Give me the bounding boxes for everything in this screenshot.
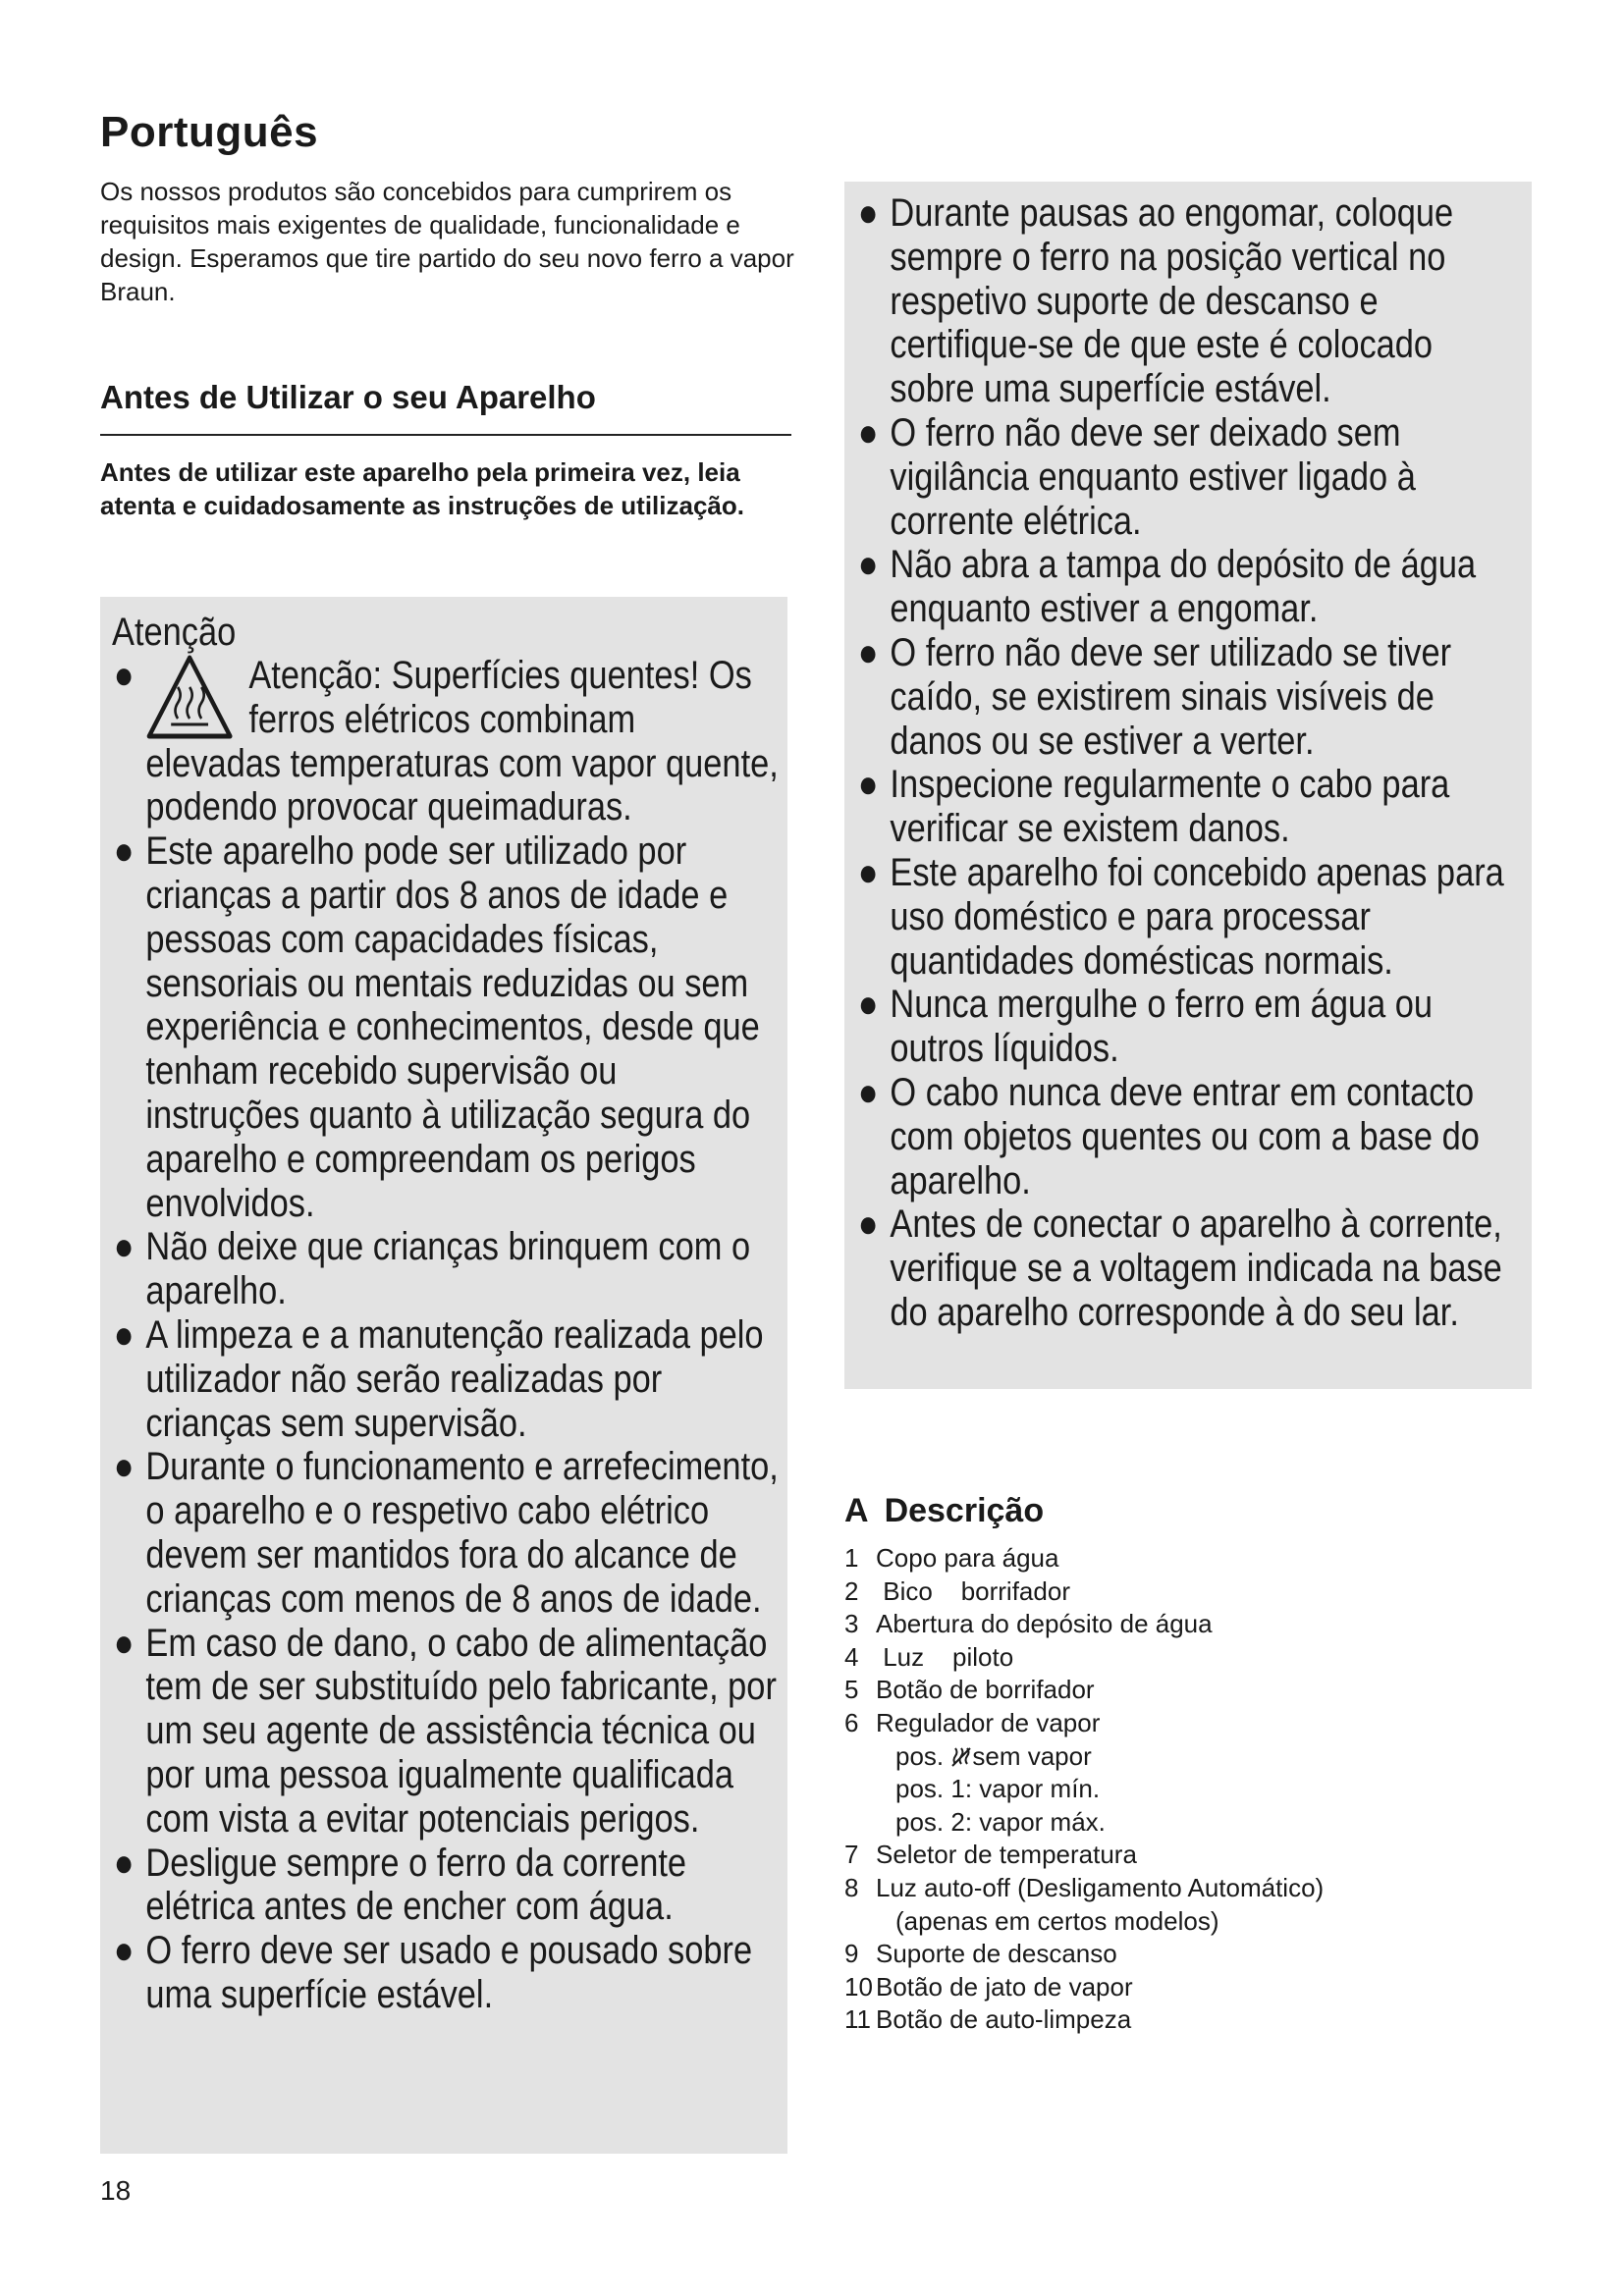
item-label: Botão de borrifador — [876, 1675, 1095, 1705]
warning-text: Nunca mergulhe o ferro em água ou outros líquidos. — [890, 983, 1434, 1071]
bullet-icon: ● — [113, 1929, 135, 1973]
list-item — [844, 1971, 1591, 2004]
warning-text: A limpeza e a manutenção realizada pelo utilizador não serão realizadas por crianças sem supervisão. — [145, 1312, 764, 1445]
bullet-icon: ● — [857, 850, 879, 894]
warning-item — [856, 631, 1523, 763]
item-number: 3 — [844, 1609, 859, 1639]
item-number: 4 — [844, 1641, 859, 1672]
bullet-icon: ● — [857, 983, 879, 1027]
steam-off-icon — [950, 1746, 972, 1768]
list-item — [844, 1773, 1591, 1806]
item-number: 1 — [844, 1543, 859, 1573]
warning-text: Desligue sempre o ferro da corrente elétrica antes de encher com água. — [145, 1841, 687, 1929]
warning-text: Este aparelho pode ser utilizado por crianças a partir dos 8 anos de idade e pessoas com capacidades físicas, sensoriais ou mentais reduzidas ou sem experiência e conhecimentos, desde que tenham recebido supervisão ou instruções quanto à utilização segura do aparelho e compreendam os perigos envolvidos. — [145, 829, 760, 1225]
list-item — [844, 1575, 1591, 1609]
warning-item — [112, 829, 779, 1225]
warning-item — [856, 763, 1523, 851]
intro-paragraph: Os nossos produtos são concebidos para cumprirem os requisitos mais exigentes de qualidade, funcionalidade e design. Esperamos que tire partido do seu novo ferro a vapor Braun. — [100, 177, 794, 306]
warning-text: Durante pausas ao engomar, coloque sempre o ferro na posição vertical no respetivo suporte de descanso e certifique-se de que este é colocado sobre uma superfície estável. — [890, 191, 1454, 411]
item-label: Regulador de vapor — [876, 1707, 1101, 1737]
bullet-icon: ● — [857, 543, 879, 587]
warning-item — [112, 1842, 779, 1930]
bullet-icon: ● — [857, 763, 879, 807]
before-use-heading: Antes de Utilizar o seu Aparelho — [100, 379, 596, 415]
list-item — [844, 1542, 1591, 1575]
item-number: 2 — [844, 1575, 859, 1606]
warning-item — [112, 1929, 779, 2017]
hot-surface-warning-icon — [145, 654, 233, 740]
item-number: 5 — [844, 1675, 859, 1705]
item-extra: sem vapor — [972, 1740, 1092, 1771]
section-divider — [100, 434, 791, 436]
bullet-icon: ● — [113, 829, 135, 874]
item-label: Luz piloto — [876, 1641, 1014, 1672]
bullet-icon: ● — [113, 654, 135, 697]
bullet-icon: ● — [113, 1225, 135, 1269]
warning-title: Atenção — [112, 611, 237, 654]
item-label: Abertura do depósito de água — [876, 1609, 1213, 1639]
warning-text: Durante o funcionamento e arrefecimento, o aparelho e o respetivo cabo elétrico devem ser mantidos fora do alcance de crianças com menos de 8 anos de idade. — [145, 1445, 779, 1621]
list-item — [844, 1839, 1591, 1872]
bullet-icon: ● — [113, 1841, 135, 1885]
warning-item — [112, 1225, 779, 1313]
page-number: 18 — [100, 2175, 132, 2206]
bullet-icon: ● — [857, 630, 879, 674]
page-title: Português — [100, 108, 319, 156]
warning-text: O ferro não deve ser deixado sem vigilância enquanto estiver ligado à corrente elétrica. — [890, 410, 1416, 543]
warning-list-right — [856, 191, 1523, 1335]
item-label: Botão de jato de vapor — [876, 1971, 1133, 2002]
list-item — [844, 2003, 1591, 2037]
item-label: pos. 1: vapor mín. — [895, 1774, 1101, 1804]
list-item — [844, 1905, 1591, 1939]
item-label: pos. — [895, 1740, 951, 1771]
item-number: 9 — [844, 1939, 859, 1969]
warning-item — [856, 1071, 1523, 1202]
warning-text: Não abra a tampa do depósito de água enquanto estiver a engomar. — [890, 543, 1477, 631]
description-heading — [844, 1492, 1044, 1530]
warning-text: Em caso de dano, o cabo de alimentação tem de ser substituído pelo fabricante, por um seu agente de assistência técnica ou por uma pessoa igualmente qualificada com vista a evitar potenciais perigos. — [145, 1621, 777, 1841]
item-label: pos. 2: vapor máx. — [895, 1806, 1106, 1837]
warning-text: O ferro deve ser usado e pousado sobre uma superfície estável. — [145, 1929, 753, 2016]
list-item — [844, 1674, 1591, 1707]
warning-text: O ferro não deve ser utilizado se tiver caído, se existirem sinais visíveis de danos ou se estiver a verter. — [890, 630, 1452, 763]
warning-item — [856, 983, 1523, 1071]
bullet-icon: ● — [113, 1312, 135, 1357]
warning-box-left — [100, 597, 787, 2154]
warning-text: Este aparelho foi concebido apenas para uso doméstico e para processar quantidades domésticas normais. — [890, 850, 1504, 983]
warning-item — [112, 654, 779, 829]
warning-item — [856, 1202, 1523, 1334]
item-number: 11 — [844, 2004, 871, 2035]
item-number: 10 — [844, 1971, 873, 2002]
warning-text: Inspecione regularmente o cabo para verificar se existem danos. — [890, 763, 1450, 851]
warning-text: O cabo nunca deve entrar em contacto com objetos quentes ou com a base do aparelho. — [890, 1070, 1480, 1202]
warning-text: Atenção: Superfícies quentes! Os ferros elétricos combinam elevadas temperaturas com vapor quente, podendo provocar queimaduras. — [145, 654, 779, 829]
bullet-icon: ● — [857, 191, 879, 235]
warning-list-left — [112, 654, 779, 2017]
bullet-icon: ● — [857, 1070, 879, 1114]
bullet-icon: ● — [857, 410, 879, 454]
description-title: Descrição — [884, 1492, 1045, 1529]
description-list — [844, 1542, 1591, 2037]
list-item — [844, 1938, 1591, 1971]
warning-box-right — [844, 182, 1532, 1389]
warning-item — [856, 543, 1523, 631]
warning-item — [856, 191, 1523, 411]
list-item — [844, 1641, 1591, 1675]
warning-item — [856, 411, 1523, 543]
bullet-icon: ● — [857, 1202, 879, 1247]
list-item — [844, 1872, 1591, 1905]
item-number: 8 — [844, 1872, 859, 1902]
warning-item — [112, 1445, 779, 1621]
list-item — [844, 1740, 1591, 1774]
item-label: Bico borrifador — [876, 1575, 1070, 1606]
list-item — [844, 1707, 1591, 1740]
item-label: Seletor de temperatura — [876, 1840, 1137, 1870]
item-number: 7 — [844, 1840, 859, 1870]
bullet-icon: ● — [113, 1621, 135, 1665]
item-number: 6 — [844, 1707, 859, 1737]
warning-text: Não deixe que crianças brinquem com o aparelho. — [145, 1225, 751, 1313]
list-item — [844, 1806, 1591, 1840]
item-label: Copo para água — [876, 1543, 1059, 1573]
warning-text: Antes de conectar o aparelho à corrente, verifique se a voltagem indicada na base do aparelho corresponde à do seu lar. — [890, 1202, 1502, 1334]
item-label: Suporte de descanso — [876, 1939, 1117, 1969]
item-label: Luz auto-off (Desligamento Automático) — [876, 1872, 1325, 1902]
item-label: Botão de auto-limpeza — [876, 2004, 1132, 2035]
item-label: (apenas em certos modelos) — [895, 1905, 1219, 1936]
before-use-note: Antes de utilizar este aparelho pela primeira vez, leia atenta e cuidadosamente as instruções de utilização. — [100, 457, 744, 520]
bullet-icon: ● — [113, 1445, 135, 1489]
list-item — [844, 1608, 1591, 1641]
description-letter: A — [844, 1492, 869, 1529]
warning-item — [112, 1622, 779, 1842]
warning-item — [856, 851, 1523, 983]
warning-item — [112, 1313, 779, 1445]
